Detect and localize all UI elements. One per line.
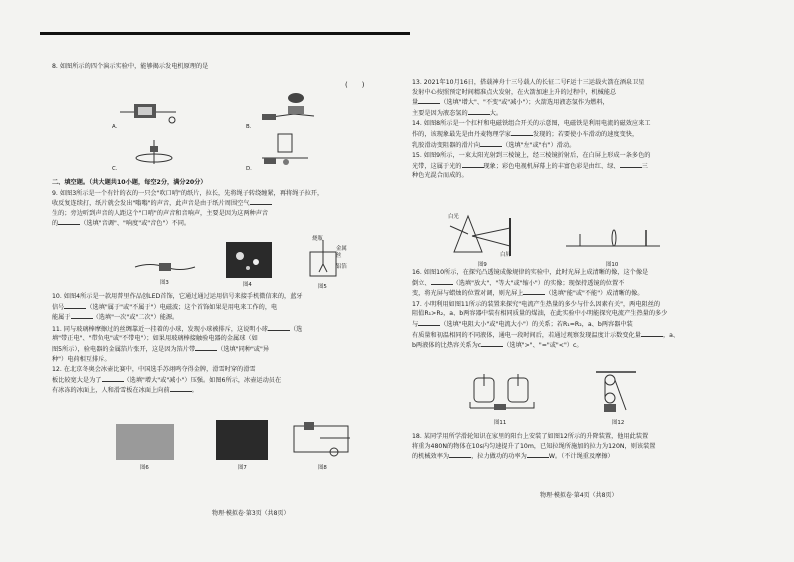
option-c-label: C. bbox=[112, 166, 118, 172]
option-b-label: B. bbox=[246, 124, 252, 130]
q15-line-4: 三 bbox=[641, 162, 648, 170]
top-edge-bar bbox=[40, 32, 410, 35]
q16-line-3: （选填"放大"、"等大"或"缩小"）的实像；现保持透镜的位置不 bbox=[452, 279, 625, 287]
q15-line-3: 现象；彩色电视机屏幕上的丰富色彩是由红、绿、 bbox=[483, 162, 620, 170]
figure-8-circuit bbox=[290, 422, 356, 460]
q18-line-1: 18. 某同学用所学滑轮知识在家里的阳台上安装了如图12所示的升降装置，他用此装置 bbox=[412, 433, 649, 440]
q9-line-2: 收反复连续打，纸片就会发出"嗡嗡"的声音，此声音是由于纸片周围空气 bbox=[52, 200, 250, 208]
q12-line-5: 。 bbox=[191, 387, 198, 395]
figure-7-photo bbox=[216, 420, 268, 460]
q10-line-2: 信号 bbox=[52, 303, 65, 311]
q9-line-1: 9. 如图3所示是一个有针的衣的一只会"吹口哨"的纸片，拉长，先将绳子转绕缠紧，再将绳子拉开， bbox=[52, 189, 324, 197]
question-8-text: 8. 如图所示的四个演示实验中，能够揭示发电机原理的是 bbox=[52, 63, 209, 70]
q14-blank-1[interactable] bbox=[511, 129, 533, 136]
q16-line-1: 16. 如图10所示，在探究凸透镜成像规律的实验中，此时光屏上成清晰的像，这个像是 bbox=[412, 269, 649, 276]
q18-line-3: 的机械效率为 bbox=[412, 453, 450, 461]
q10-line-1: 10. 如图4所示是一款用普里作品创LED首饰，它通过通过运用信号来接手机微信来的，蓝牙 bbox=[52, 293, 303, 300]
q9-blank-2[interactable] bbox=[58, 218, 80, 225]
left-page-questions-10-12 bbox=[52, 292, 412, 397]
question-13 bbox=[412, 78, 780, 118]
q11-line-2: （选 bbox=[290, 325, 303, 333]
figure-9-caption: 图9 bbox=[478, 262, 487, 268]
option-c-figure bbox=[124, 138, 184, 170]
q13-line-6: 大。 bbox=[489, 109, 503, 117]
q10-blank-2[interactable] bbox=[71, 312, 93, 319]
q18-line-4: ，拉力做功的功率为 bbox=[471, 453, 527, 461]
q17-blank-1[interactable] bbox=[418, 319, 440, 326]
q17-line-4: （选填"电阻大小"或"电流大小"）的关系；若R₁=R₂，a、b两容器中装 bbox=[440, 320, 633, 328]
question-12 bbox=[52, 365, 412, 396]
figure-3-paper-whistle bbox=[135, 260, 195, 274]
question-14 bbox=[412, 119, 780, 150]
q11-line-6: 种"）电荷相互排斥。 bbox=[52, 355, 111, 363]
figure-4-caption: 图4 bbox=[243, 282, 252, 288]
figure-5-label-wire: 丝 bbox=[336, 253, 342, 259]
figure-5-label-metal: 金属 bbox=[336, 246, 347, 252]
q11-line-3: 填"带正电"、"带负电"或"不带电"）；如果用玻璃棒接触验电器的金属球（如 bbox=[52, 335, 258, 343]
q17-line-3: 与 bbox=[412, 320, 419, 328]
q15-blank-2[interactable] bbox=[620, 161, 642, 168]
right-page bbox=[412, 78, 780, 182]
q11-line-5: （选填"同种"或"异 bbox=[217, 345, 270, 353]
q9-line-4: 的 bbox=[52, 220, 59, 228]
figure-11-caption: 图11 bbox=[494, 420, 507, 426]
figure-6-caption: 图6 bbox=[140, 465, 149, 471]
figure-9-label-white-screen: 白屏 bbox=[500, 252, 511, 258]
q17-line-1: 17. 小明利用如图11所示的装置来探究"电流产生热量的多少与什么因素有关"，两电阻丝的 bbox=[412, 300, 661, 308]
question-17 bbox=[412, 300, 780, 351]
q13-line-4: （选填"增大"、"不变"或"减小"）；火箭选用液态氢作为燃料， bbox=[440, 99, 609, 107]
left-page-footer: 物理·模拟卷·第3页（共8页） bbox=[212, 510, 290, 517]
q13-blank-2[interactable] bbox=[468, 108, 490, 115]
figure-5-label-flask: 烧瓶 bbox=[312, 236, 323, 242]
q13-line-2: 发射中心按照预定时间精准点火发射，在火箭加速上升的过程中，机械能总 bbox=[412, 88, 617, 96]
q16-line-2: 倒立、 bbox=[412, 279, 431, 287]
option-d-figure bbox=[256, 132, 316, 168]
figure-3-caption: 图3 bbox=[160, 280, 169, 286]
q18-blank-1[interactable] bbox=[449, 451, 471, 458]
q14-line-4: 乳胶滑动变阻器的滑片向 bbox=[412, 141, 481, 149]
figure-10-caption: 图10 bbox=[606, 262, 619, 268]
q13-line-5: 主要是因为液态氢的 bbox=[412, 109, 468, 117]
left-page bbox=[52, 62, 412, 73]
left-page-fill-section bbox=[52, 178, 412, 230]
figure-5-caption: 图5 bbox=[318, 284, 327, 290]
figure-10-optical-bench bbox=[566, 226, 662, 250]
q14-line-5: （选填"左"或"右"）滑动。 bbox=[502, 141, 576, 149]
q16-blank-2[interactable] bbox=[523, 288, 545, 295]
q14-line-1: 14. 如图8所示是一个扛杆和电磁铁组合开关的示意图，电磁铁是利用电流的磁效应来工 bbox=[412, 120, 651, 128]
question-16 bbox=[412, 268, 780, 299]
q14-line-3: 发现的；若要使小车滑动的速度变快， bbox=[533, 130, 639, 138]
q11-blank-2[interactable] bbox=[195, 344, 217, 351]
question-18 bbox=[412, 432, 780, 462]
q17-line-6: ，a、 bbox=[662, 331, 680, 339]
option-b-figure bbox=[254, 92, 324, 128]
figure-12-pulley bbox=[596, 370, 636, 414]
q15-line-5: 种色光混合而成的。 bbox=[412, 172, 468, 180]
q15-line-2: 光带，这属于光的 bbox=[412, 162, 462, 170]
q11-line-4: 图5所示），验电器的金属箔片张开，这是因为箔片带 bbox=[52, 345, 196, 353]
q11-blank-1[interactable] bbox=[268, 324, 290, 331]
figure-12-caption: 图12 bbox=[612, 420, 625, 426]
q16-line-5: （选填"能"或"不能"）成清晰的像。 bbox=[545, 290, 644, 298]
q10-line-4: 能属于 bbox=[52, 314, 71, 322]
right-page-question-18 bbox=[412, 432, 780, 463]
figure-8-caption: 图8 bbox=[318, 465, 327, 471]
q18-line-5: W。（不计绳重及摩擦） bbox=[548, 453, 614, 461]
figure-7-caption: 图7 bbox=[238, 465, 247, 471]
q12-line-1: 12. 在北京冬奥会冰壶比赛中，中国选手苏翊鸣夺得金牌，滑雪时穿的滑雪 bbox=[52, 366, 256, 374]
q12-blank-1[interactable] bbox=[102, 375, 124, 382]
q15-line-1: 15. 如图9所示，一束太阳光射到三棱镜上，经三棱镜折射后，在白屏上形成一条多色的 bbox=[412, 152, 651, 160]
q13-line-3: 量 bbox=[412, 99, 419, 107]
question-8 bbox=[52, 62, 412, 72]
option-a-figure bbox=[120, 96, 180, 128]
question-10 bbox=[52, 292, 412, 323]
q11-line-1: 11. 同与玻璃棒摩擦过的丝绸靠近一挂着的小球，发现小球被排斥，这说明小球 bbox=[52, 325, 268, 333]
q14-line-2: 作的，该现象最先是由丹麦物理学家 bbox=[412, 130, 511, 138]
q18-blank-2[interactable] bbox=[527, 451, 549, 458]
q12-line-3: （选填"增大"或"减小"）压强。如图6所示，冰壶运动员在 bbox=[123, 376, 282, 384]
q15-blank-1[interactable] bbox=[462, 161, 484, 168]
figure-5-label-foil: 铝箔 bbox=[336, 264, 347, 270]
q13-blank-1[interactable] bbox=[418, 97, 440, 104]
q13-line-1: 13. 2021年10月16日，搭载神舟十三号载人的长征二号F运十三运载火箭在酒泉卫星 bbox=[412, 79, 645, 86]
q9-blank-1[interactable] bbox=[250, 198, 272, 205]
q17-blank-2[interactable] bbox=[641, 330, 663, 337]
q16-blank-1[interactable] bbox=[431, 278, 453, 285]
question-8-answer-paren: ( ) bbox=[345, 81, 365, 89]
figure-6-photo bbox=[116, 424, 174, 460]
right-page-footer: 物理·模拟卷·第4页（共8页） bbox=[540, 492, 618, 499]
q9-line-5: （选填"音调"、"响度"或"音色"）不同。 bbox=[80, 220, 191, 228]
q9-line-3: 生的；旁边听到声音的人距这个"口哨"的声音和音响声，主要是因为这两种声音 bbox=[52, 209, 269, 217]
question-15 bbox=[412, 151, 780, 181]
q12-blank-2[interactable] bbox=[170, 385, 192, 392]
q17-line-8: （选填">"、"="或"<"）c。 bbox=[503, 342, 583, 350]
question-9 bbox=[52, 189, 412, 229]
q10-line-5: （选填"一次"或"二次"）能源。 bbox=[92, 314, 179, 322]
question-11 bbox=[52, 324, 412, 364]
figure-9-label-white-light: 白光 bbox=[448, 214, 459, 220]
figure-4-led-sparkles bbox=[226, 242, 272, 278]
q18-line-2: 将重为480N的物体在10s内匀速提升了10m，已知拉绳所施加的拉力为120N，则该装置 bbox=[412, 442, 656, 450]
q17-line-7: b两液体的比热容关系为c bbox=[412, 342, 482, 350]
q10-blank-1[interactable] bbox=[64, 302, 86, 309]
option-d-label: D. bbox=[246, 166, 252, 172]
q10-line-3: （选填"属于"或"不属于"）电磁波；这个首饰如果是用电来工作的，电 bbox=[86, 303, 278, 311]
option-a-label: A. bbox=[112, 124, 118, 130]
q16-line-4: 变，将光屏与蜡烛的位置对调，则光屏上 bbox=[412, 290, 524, 298]
q14-blank-2[interactable] bbox=[480, 140, 502, 147]
q12-line-4: 有冰冻的冰面上，人和滑雪板在冰面上向前 bbox=[52, 387, 170, 395]
section-2-heading: 二、填空题。（共大题共10小题，每空2分，满分20分） bbox=[52, 179, 207, 186]
q17-blank-3[interactable] bbox=[481, 340, 503, 347]
figure-11-heating-circuit bbox=[468, 374, 538, 414]
right-page-questions-16-17 bbox=[412, 268, 780, 352]
q17-line-5: 有质量和初温相同的不同液体，通电一段时间后，若通过观察发现温度计示数变化量 bbox=[412, 331, 641, 339]
q12-line-2: 板比较宽大是为了 bbox=[52, 376, 102, 384]
q17-line-2: 阻值R₁>R₂，a、b两容器中装有相同质量的煤油，在此实验中小明能探究电流产生热量的多少 bbox=[412, 310, 668, 318]
